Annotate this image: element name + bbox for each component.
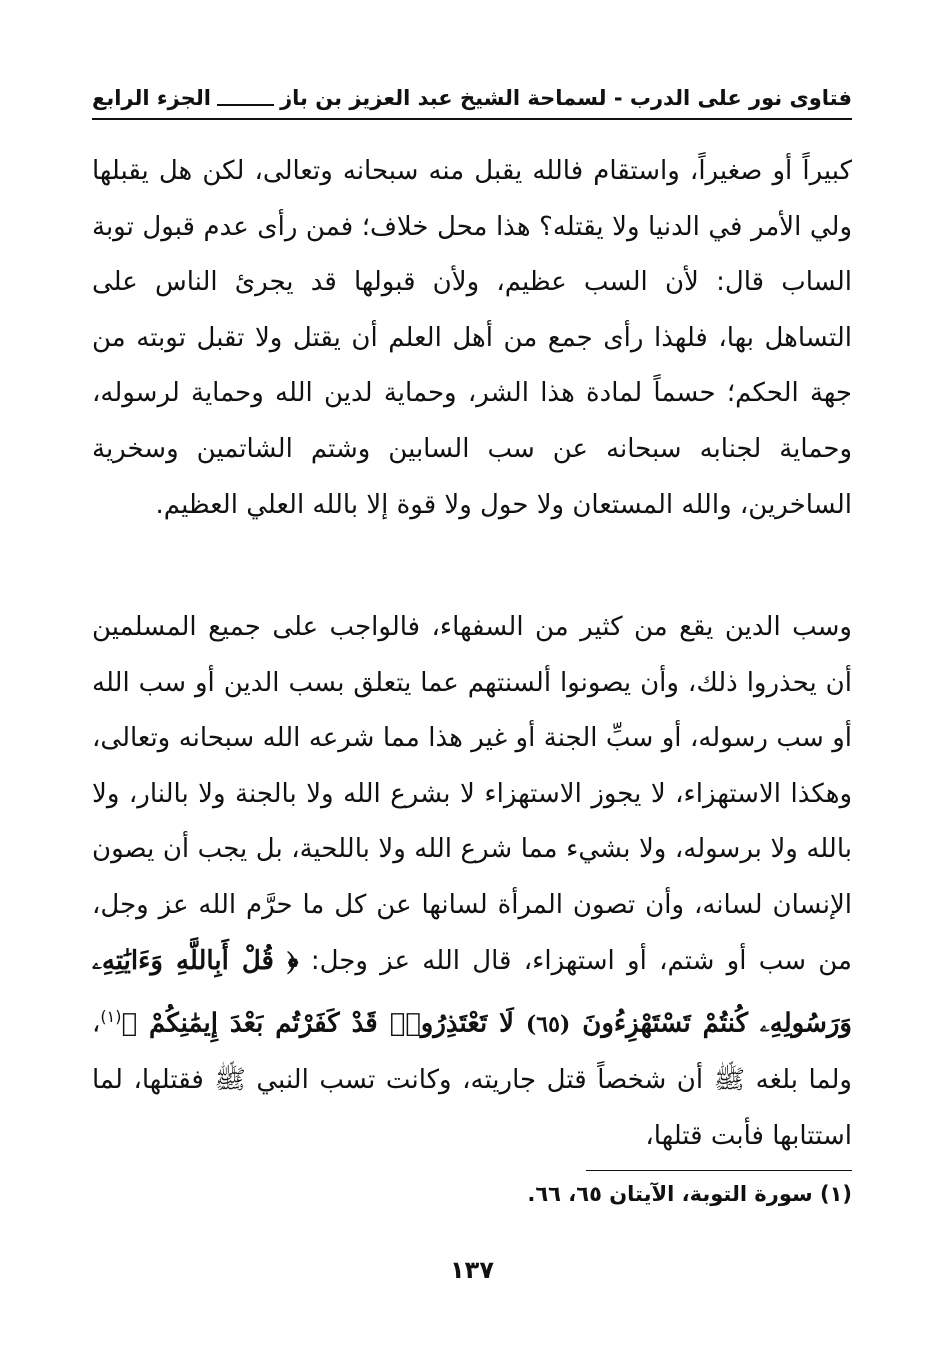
ayah-number-marker: (٦٥) [525, 1011, 571, 1038]
quran-verse: لَا تَعْتَذِرُوا۟ قَدْ كَفَرْتُم بَعْدَ إِيمَٰنِكُمْ [137, 1008, 526, 1039]
paragraph [92, 144, 852, 533]
quran-bracket-open: ﴿ [287, 945, 299, 976]
header-dash-line [217, 90, 274, 106]
paragraph-text: وسب الدين يقع من كثير من السفهاء، فالواجب على جميع المسلمين أن يحذروا ذلك، وأن يصونوا ألسنتهم عما يتعلق بسب الدين أو سب الله أو سب رسوله، أو سبِّ الجنة أو غير هذا مما شرعه الله سبحانه وتعالى، وهكذا الاستهزاء، لا يجوز الاستهزاء لا بشرع الله ولا بالجنة ولا بالنار، ولا بالله ولا برسوله، ولا بشيء مما شرع الله ولا باللحية، بل يجب أن يصون الإنسان لسانه، وأن تصون المرأة لسانها عن كل ما حرَّم الله عز وجل، من سب أو شتم، أو استهزاء، قال الله عز وجل: [92, 612, 852, 976]
book-title: فتاوى نور على الدرب - لسماحة الشيخ عبد العزيز بن باز [280, 86, 852, 110]
paragraph-text: كبيراً أو صغيراً، واستقام فالله يقبل منه سبحانه وتعالى، لكن هل يقبلها ولي الأمر في الدنيا ولا يقتله؟ هذا محل خلاف؛ فمن رأى عدم قبول توبة الساب قال: لأن السب عظيم، ولأن قبولها قد يجرئ الناس على التساهل بها، فلهذا رأى جمع من أهل العلم أن يقتل ولا تقبل توبته من جهة الحكم؛ حسماً لمادة هذا الشر، وحماية لدين الله وحماية لرسوله، وحماية لجنابه سبحانه عن سب السابين وشتم الشاتمين وسخرية الساخرين، والله المستعان ولا حول ولا قوة إلا بالله العلي العظيم. [92, 156, 852, 520]
running-header [92, 80, 852, 116]
quran-verse: قُلْ أَبِاللَّهِ وَءَايَٰتِهِۦ وَرَسُولِهِۦ كُنتُمْ تَسْتَهْزِءُونَ [92, 945, 852, 1039]
paragraph-text: ، ولما بلغه ﷺ أن شخصاً قتل جاريته، وكانت تسب النبي ﷺ فقتلها، لما استتابها فأبت قتلها، [92, 1008, 852, 1151]
quran-bracket-close: ﴾ [121, 1008, 138, 1039]
ayah-number: ٦٥ [536, 1011, 560, 1038]
header-rule [92, 118, 852, 120]
page-number: ١٣٧ [450, 1256, 494, 1284]
volume-label: الجزء الرابع [92, 86, 211, 110]
footnote-reference[interactable]: (١) [100, 1007, 122, 1027]
footnote-rule [586, 1170, 852, 1171]
footnote: (١) سورة التوبة، الآيتان ٦٥، ٦٦. [527, 1182, 852, 1206]
paragraph [92, 600, 852, 1165]
